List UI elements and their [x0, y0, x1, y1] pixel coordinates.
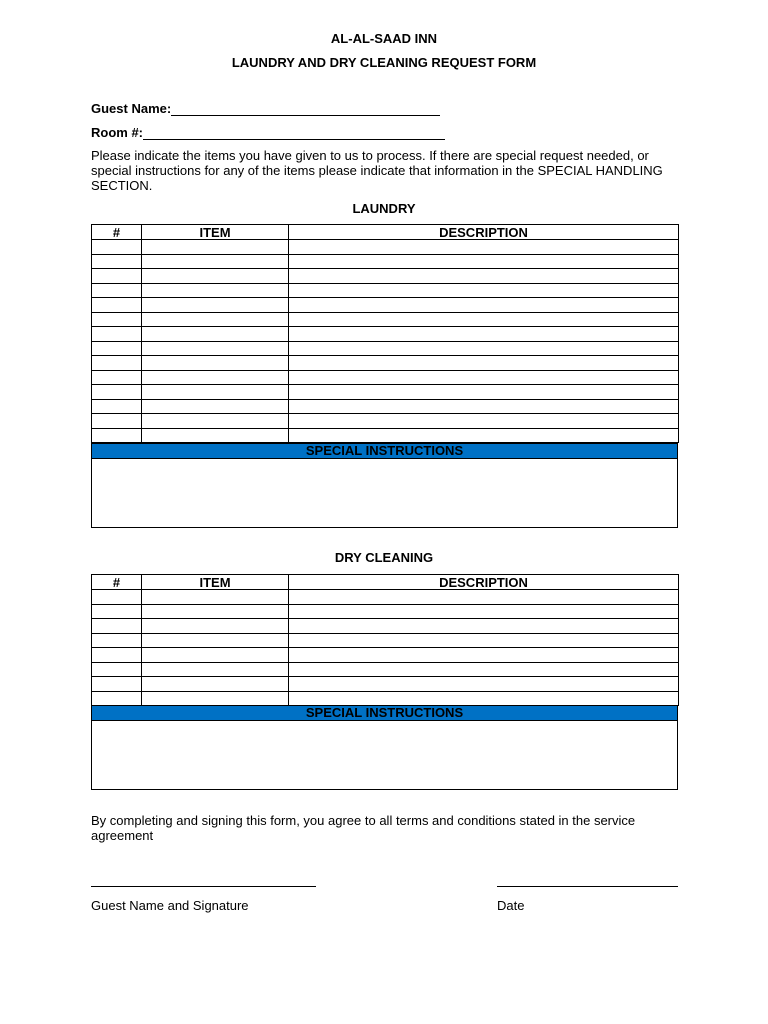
laundry-special-instructions-field[interactable]: [91, 459, 678, 528]
laundry-table-row: [92, 414, 679, 429]
description-cell[interactable]: [289, 341, 679, 356]
item-cell[interactable]: [142, 370, 289, 385]
laundry-title: LAUNDRY: [352, 201, 416, 216]
dry-cleaning-special-instructions-header: SPECIAL INSTRUCTIONS: [91, 705, 678, 721]
laundry-table-row: [92, 385, 679, 400]
number-cell[interactable]: [92, 356, 142, 371]
description-cell[interactable]: [289, 604, 679, 619]
laundry-special-instructions-header: SPECIAL INSTRUCTIONS: [91, 443, 678, 459]
laundry-table-row: [92, 283, 679, 298]
dry-cleaning-special-instructions-field[interactable]: [91, 721, 678, 790]
number-cell[interactable]: [92, 619, 142, 634]
laundry-table-row: [92, 254, 679, 269]
date-line[interactable]: [497, 886, 678, 887]
description-cell[interactable]: [289, 240, 679, 255]
description-cell[interactable]: [289, 648, 679, 663]
item-cell[interactable]: [142, 428, 289, 443]
item-cell[interactable]: [142, 633, 289, 648]
number-cell[interactable]: [92, 269, 142, 284]
number-cell[interactable]: [92, 370, 142, 385]
description-cell[interactable]: [289, 662, 679, 677]
laundry-table-row: [92, 370, 679, 385]
description-cell[interactable]: [289, 633, 679, 648]
dry-cleaning-header-row: [92, 575, 679, 590]
dry-cleaning-title: DRY CLEANING: [334, 550, 434, 565]
number-cell[interactable]: [92, 414, 142, 429]
guest-name-row: [91, 101, 440, 116]
dry-cleaning-table-row: [92, 590, 679, 605]
room-label: Room #:: [91, 125, 143, 140]
room-row: [91, 125, 445, 140]
agreement-text: By completing and signing this form, you agree to all terms and conditions stated in the service agreement: [91, 813, 636, 843]
guest-signature-line[interactable]: [91, 886, 316, 887]
number-cell[interactable]: [92, 677, 142, 692]
number-cell[interactable]: [92, 633, 142, 648]
number-cell[interactable]: [92, 240, 142, 255]
number-cell[interactable]: [92, 283, 142, 298]
dry-cleaning-table-row: [92, 633, 679, 648]
description-cell[interactable]: [289, 619, 679, 634]
number-cell[interactable]: [92, 662, 142, 677]
dry-cleaning-table-row: [92, 619, 679, 634]
guest-name-field[interactable]: [171, 103, 440, 116]
column-header-item: ITEM: [142, 225, 289, 240]
item-cell[interactable]: [142, 341, 289, 356]
item-cell[interactable]: [142, 312, 289, 327]
number-cell[interactable]: [92, 327, 142, 342]
number-cell[interactable]: [92, 691, 142, 706]
description-cell[interactable]: [289, 298, 679, 313]
dry-cleaning-table-row: [92, 677, 679, 692]
description-cell[interactable]: [289, 428, 679, 443]
column-header-description: DESCRIPTION: [289, 575, 679, 590]
item-cell[interactable]: [142, 619, 289, 634]
laundry-table-row: [92, 399, 679, 414]
number-cell[interactable]: [92, 312, 142, 327]
number-cell[interactable]: [92, 254, 142, 269]
dry-cleaning-table-row: [92, 691, 679, 706]
item-cell[interactable]: [142, 399, 289, 414]
item-cell[interactable]: [142, 590, 289, 605]
description-cell[interactable]: [289, 385, 679, 400]
item-cell[interactable]: [142, 269, 289, 284]
laundry-table-row: [92, 240, 679, 255]
description-cell[interactable]: [289, 356, 679, 371]
description-cell[interactable]: [289, 312, 679, 327]
number-cell[interactable]: [92, 399, 142, 414]
number-cell[interactable]: [92, 604, 142, 619]
dry-cleaning-table-row: [92, 662, 679, 677]
laundry-table-row: [92, 298, 679, 313]
form-title: LAUNDRY AND DRY CLEANING REQUEST FORM: [231, 55, 537, 70]
item-cell[interactable]: [142, 240, 289, 255]
description-cell[interactable]: [289, 399, 679, 414]
number-cell[interactable]: [92, 341, 142, 356]
description-cell[interactable]: [289, 327, 679, 342]
laundry-header-row: [92, 225, 679, 240]
description-cell[interactable]: [289, 254, 679, 269]
laundry-table: [91, 224, 679, 443]
description-cell[interactable]: [289, 677, 679, 692]
laundry-table-row: [92, 269, 679, 284]
laundry-table-row: [92, 312, 679, 327]
instructions-text: Please indicate the items you have given to us to process. If there are special request needed, or special instructions for any of the items please indicate that information in the SPECIAL HANDLING SECTION.: [91, 148, 663, 193]
item-cell[interactable]: [142, 254, 289, 269]
dry-cleaning-table: [91, 574, 679, 706]
item-cell[interactable]: [142, 356, 289, 371]
item-cell[interactable]: [142, 385, 289, 400]
item-cell[interactable]: [142, 677, 289, 692]
item-cell[interactable]: [142, 604, 289, 619]
description-cell[interactable]: [289, 414, 679, 429]
guest-signature-label: Guest Name and Signature: [91, 898, 249, 913]
dry-cleaning-table-row: [92, 648, 679, 663]
column-header-number: #: [92, 575, 142, 590]
description-cell[interactable]: [289, 370, 679, 385]
laundry-table-row: [92, 327, 679, 342]
number-cell[interactable]: [92, 385, 142, 400]
number-cell[interactable]: [92, 648, 142, 663]
laundry-table-row: [92, 356, 679, 371]
laundry-table-row: [92, 341, 679, 356]
item-cell[interactable]: [142, 662, 289, 677]
date-label: Date: [497, 898, 525, 913]
description-cell[interactable]: [289, 590, 679, 605]
item-cell[interactable]: [142, 327, 289, 342]
description-cell[interactable]: [289, 283, 679, 298]
room-field[interactable]: [143, 127, 445, 140]
column-header-description: DESCRIPTION: [289, 225, 679, 240]
column-header-number: #: [92, 225, 142, 240]
item-cell[interactable]: [142, 414, 289, 429]
description-cell[interactable]: [289, 269, 679, 284]
description-cell[interactable]: [289, 691, 679, 706]
item-cell[interactable]: [142, 691, 289, 706]
dry-cleaning-table-row: [92, 604, 679, 619]
guest-name-label: Guest Name:: [91, 101, 172, 116]
laundry-table-row: [92, 428, 679, 443]
number-cell[interactable]: [92, 298, 142, 313]
number-cell[interactable]: [92, 590, 142, 605]
number-cell[interactable]: [92, 428, 142, 443]
item-cell[interactable]: [142, 283, 289, 298]
column-header-item: ITEM: [142, 575, 289, 590]
item-cell[interactable]: [142, 298, 289, 313]
item-cell[interactable]: [142, 648, 289, 663]
inn-name: AL-AL-SAAD INN: [330, 31, 438, 46]
